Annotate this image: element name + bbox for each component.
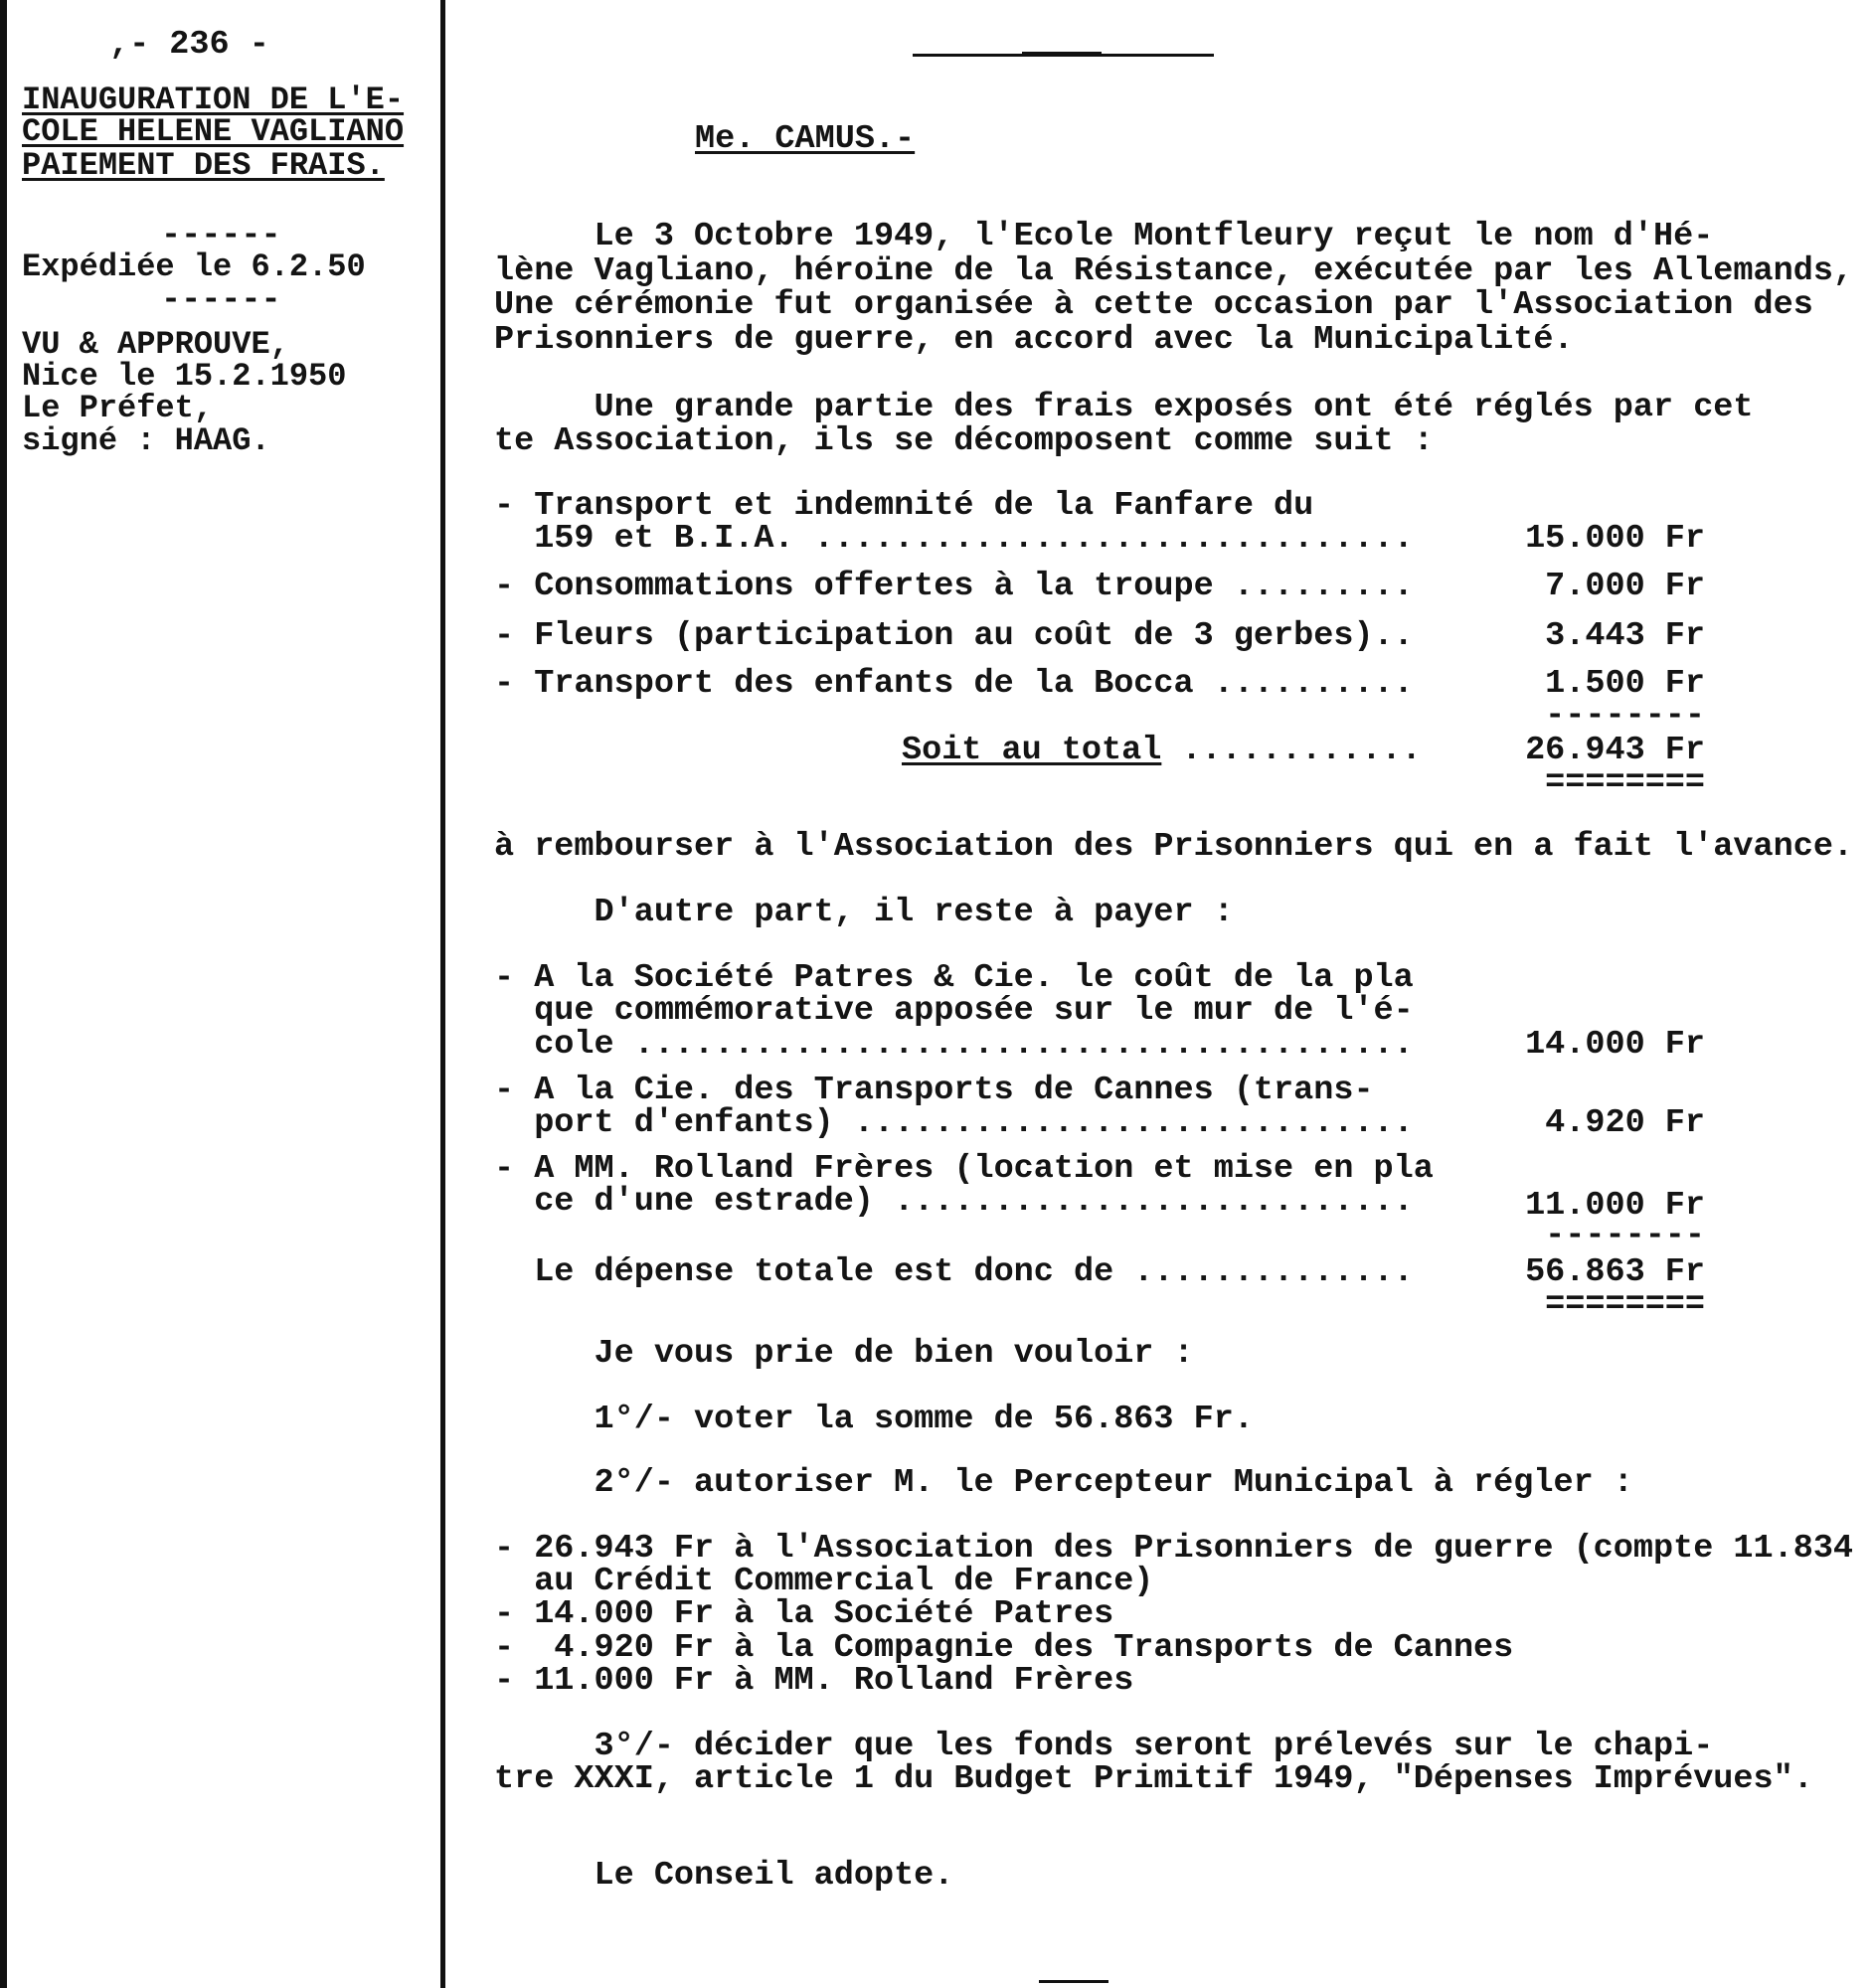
margin-title-line: COLE HELENE VAGLIANO	[22, 113, 405, 150]
subtotal-leader: ............	[1161, 732, 1422, 769]
resolution-item: 3°/- décider que les fonds seront prélevés sur le chapi-	[494, 1728, 1714, 1765]
subtotal-amount: 26.943 Fr	[1525, 732, 1705, 769]
paragraph-line: Une cérémonie fut organisée à cette occasion par l'Association des	[494, 286, 1813, 324]
sum-rule: --------	[1545, 1217, 1705, 1254]
approval-line: Le Préfet,	[22, 390, 214, 426]
expense-amount: 11.000 Fr	[1525, 1187, 1705, 1225]
paragraph-line: Une grande partie des frais exposés ont été réglés par cet	[494, 389, 1754, 426]
page-edge	[0, 0, 7, 1988]
payment-line: - 14.000 Fr à la Société Patres	[494, 1595, 1114, 1633]
subtotal-label	[902, 734, 1422, 767]
expense-line: que commémorative apposée sur le mur de l'é-	[494, 992, 1414, 1030]
top-separator	[913, 54, 1214, 57]
approval-line: VU & APPROUVE,	[22, 326, 289, 363]
bottom-separator	[1039, 1980, 1108, 1983]
expense-line: - Transport des enfants de la Bocca ..........	[494, 665, 1414, 703]
expense-line: - Transport et indemnité de la Fanfare du	[494, 487, 1314, 525]
conclusion: Le Conseil adopte.	[494, 1857, 954, 1895]
sum-rule: --------	[1545, 697, 1705, 735]
payment-line: - 11.000 Fr à MM. Rolland Frères	[494, 1662, 1134, 1700]
expense-amount: 4.920 Fr	[1545, 1104, 1705, 1142]
subtotal-label-text: Soit au total	[902, 732, 1162, 769]
margin-title-line: PAIEMENT DES FRAIS.	[22, 147, 385, 184]
resolution-item: tre XXXI, article 1 du Budget Primitif 1949, "Dépenses Imprévues".	[494, 1760, 1813, 1798]
paragraph-line: à rembourser à l'Association des Prisonniers qui en a fait l'avance.	[494, 828, 1854, 866]
expense-line: ce d'une estrade) ..........................	[494, 1183, 1414, 1221]
paragraph-line: Prisonniers de guerre, en accord avec la Municipalité.	[494, 321, 1574, 359]
expense-line: - A la Société Patres & Cie. le coût de la pla	[494, 959, 1414, 997]
expense-amount: 3.443 Fr	[1545, 617, 1705, 655]
expense-amount: 1.500 Fr	[1545, 665, 1705, 703]
expense-amount: 14.000 Fr	[1525, 1026, 1705, 1064]
expense-line: cole .......................................	[494, 1026, 1414, 1064]
expense-amount: 15.000 Fr	[1525, 520, 1705, 558]
expense-line: - Consommations offertes à la troupe .........	[494, 568, 1414, 605]
paragraph-line: Le 3 Octobre 1949, l'Ecole Montfleury reçut le nom d'Hé-	[494, 218, 1714, 255]
total-double-rule: ========	[1545, 764, 1705, 802]
payment-line: - 4.920 Fr à la Compagnie des Transports de Cannes	[494, 1629, 1514, 1667]
payment-line: - 26.943 Fr à l'Association des Prisonniers de guerre (compte 11.834	[494, 1530, 1854, 1568]
margin-separator: ------	[161, 281, 281, 319]
resolution-item: 1°/- voter la somme de 56.863 Fr.	[494, 1401, 1254, 1438]
paragraph-line: Je vous prie de bien vouloir :	[494, 1335, 1194, 1373]
payment-line: au Crédit Commercial de France)	[494, 1563, 1154, 1600]
expense-line: - A la Cie. des Transports de Cannes (trans-	[494, 1072, 1374, 1109]
paragraph-line: lène Vagliano, héroïne de la Résistance, exécutée par les Allemands,	[494, 252, 1854, 290]
sent-date: Expédiée le 6.2.50	[22, 248, 366, 285]
expense-amount: 7.000 Fr	[1545, 568, 1705, 605]
margin-separator: ------	[161, 217, 281, 254]
paragraph-line: D'autre part, il reste à payer :	[494, 894, 1234, 931]
margin-title-line: INAUGURATION DE L'E-	[22, 82, 405, 118]
total-amount: 56.863 Fr	[1525, 1253, 1705, 1291]
page-number: ,- 236 -	[109, 26, 269, 64]
total-line: Le dépense totale est donc de ..............	[494, 1253, 1414, 1291]
margin-column-rule	[440, 0, 445, 1988]
approval-line: signé : HAAG.	[22, 422, 270, 459]
total-double-rule: ========	[1545, 1286, 1705, 1324]
speaker: Me. CAMUS.-	[695, 120, 916, 158]
approval-line: Nice le 15.2.1950	[22, 358, 347, 395]
resolution-item: 2°/- autoriser M. le Percepteur Municipal à régler :	[494, 1464, 1633, 1502]
expense-line: - A MM. Rolland Frères (location et mise en pla	[494, 1150, 1434, 1188]
expense-line: port d'enfants) ............................	[494, 1104, 1414, 1142]
expense-line: - Fleurs (participation au coût de 3 gerbes)..	[494, 617, 1414, 655]
expense-line: 159 et B.I.A. ..............................	[494, 520, 1414, 558]
paragraph-line: te Association, ils se décomposent comme suit :	[494, 422, 1434, 460]
